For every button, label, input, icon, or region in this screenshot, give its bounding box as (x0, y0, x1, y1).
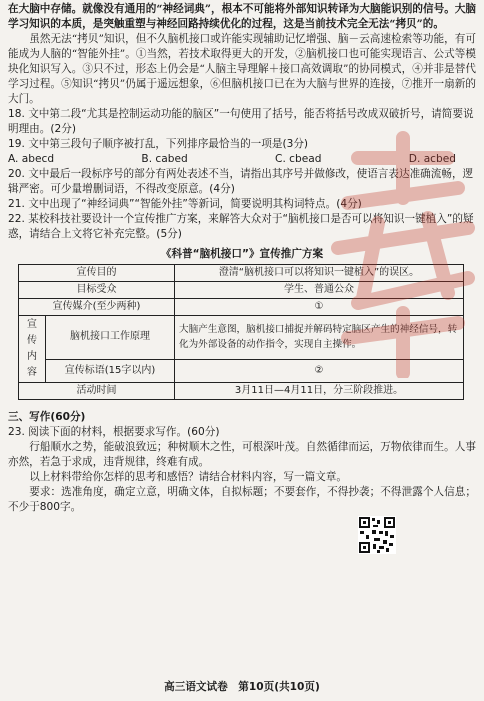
table-row (19, 298, 464, 315)
question-23: 23. 阅读下面的材料，根据要求写作。(60分) (8, 426, 220, 439)
content-label-vertical: 宣 传 内 容 (19, 316, 46, 383)
table-row (19, 316, 464, 360)
question-18: 18. 文中第二段“尤其是控制运动功能的脑区”一句使用了括号，能否将括号改成双破折号，请简要说明理由。(2分) (8, 108, 474, 136)
question-19: 19. 文中第三段句子顺序被打乱，下列排序最恰当的一项是(3分) (8, 138, 309, 151)
slogan-value: ② (175, 360, 464, 383)
media-label: 宣传媒介(至少两种) (19, 298, 175, 315)
goal-label: 宣传目的 (19, 264, 175, 281)
passage-paragraph-1: 在大脑中存储。就像没有通用的“神经词典”，根本不可能将外部知识转译为大脑能识别的信号。大脑学习知识的本质，是突触重塑与神经回路持续优化的过程，这是当前技术完全无法“拷贝”的。 (8, 3, 476, 31)
table-row (19, 264, 464, 281)
option-d: D. acbed (408, 153, 456, 166)
audience-value: 学生、普通公众 (175, 281, 464, 298)
writing-material: 行船顺水之势，能破浪致远；种树顺木之性，可根深叶茂。自然循律而运，万物依律而生。人事亦然，若急于求成，违背规律，终难有成。 (8, 441, 476, 469)
plan-table-title: 《科普“脑机接口”》宣传推广方案 (160, 247, 324, 260)
option-b: B. cabed (141, 153, 188, 166)
writing-requirements: 要求：选准角度，确定立意，明确文体，自拟标题；不要套作，不得抄袭；不得泄露个人信息；不少于800字。 (8, 486, 476, 514)
media-value: ① (175, 298, 464, 315)
writing-section-title: 三、写作(60分) (8, 411, 86, 424)
option-c: C. cbead (275, 153, 322, 166)
option-a: A. abecd (8, 153, 55, 166)
question-21: 21. 文中出现了“神经词典”“智能外挂”等新词，简要说明其构词特点。(4分) (8, 198, 362, 211)
slogan-label: 宣传标语(15字以内) (46, 360, 175, 383)
table-row (19, 281, 464, 298)
writing-prompt: 以上材料带给你怎样的思考和感悟？请结合材料内容，写一篇文章。 (29, 471, 347, 484)
passage-paragraph-2: 虽然无法“拷贝”知识，但不久脑机接口或许能实现辅助记忆增强、脑－云高速检索等功能，有可能成为人脑的“智能外挂”。①当然，若技术取得更大的开发，②脑机接口也可能实现语言、公式等模块化知识写入。③只不过，形态上仍会是“人脑主导理解＋接口高效调取”的协同模式，④并非是替代学习过程。⑤知识“拷贝”仍属于遥远想象，⑥但脑机接口已在为大脑与世界的连接，⑦推开一扇新的大门。 (8, 33, 476, 106)
page-footer: 高三语文试卷 第10页(共10页) (164, 681, 320, 693)
time-value: 3月11日—4月11日，分三阶段推进。 (175, 383, 464, 400)
audience-label: 目标受众 (19, 281, 175, 298)
goal-value: 澄清“脑机接口可以将知识一键植入”的误区。 (175, 264, 464, 281)
qr-code-icon (358, 516, 396, 554)
table-row (19, 383, 464, 400)
principle-label: 脑机接口工作原理 (46, 316, 175, 360)
plan-table (18, 264, 464, 401)
table-row (19, 360, 464, 383)
exam-page (8, 2, 476, 516)
question-22: 22. 某校科技社要设计一个宣传推广方案，来解答大众对于“脑机接口是否可以将知识一键植入”的疑惑，请结合上文将它补充完整。(5分) (8, 213, 474, 241)
question-20: 20. 文中最后一段标序号的部分有两处表述不当，请指出其序号并做修改，使语言表达准确流畅，逻辑严密。可少量增删词语，不得改变原意。(4分) (8, 168, 474, 196)
time-label: 活动时间 (19, 383, 175, 400)
question-19-options (8, 152, 476, 167)
principle-value: 大脑产生意图，脑机接口捕捉并解码特定脑区产生的神经信号，转化为外部设备的动作指令，实现自主操作。 (175, 316, 464, 360)
